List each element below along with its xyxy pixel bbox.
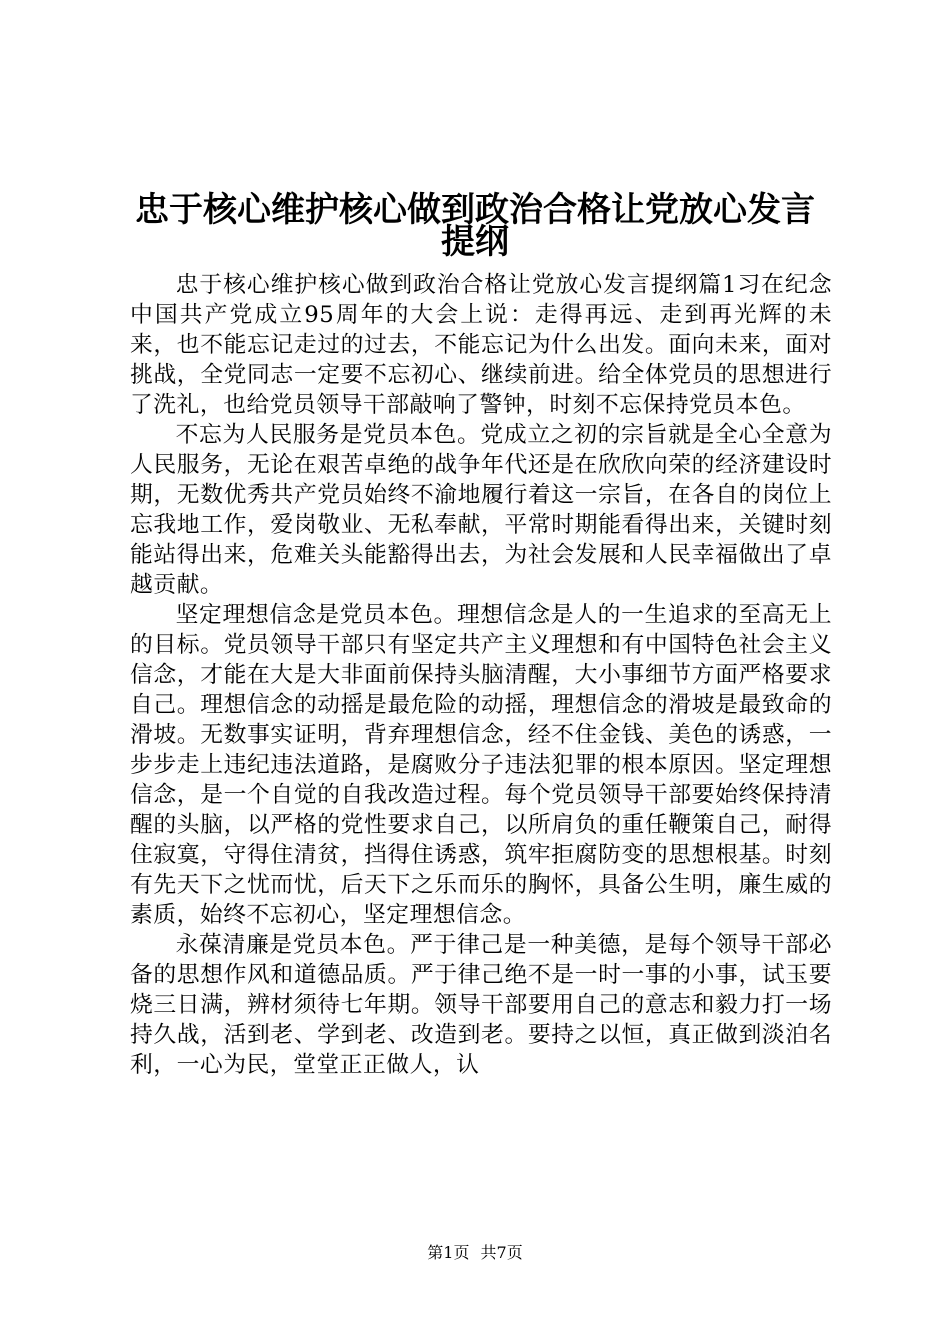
document-body xyxy=(130,270,832,1080)
paragraph-intro: 忠于核心维护核心做到政治合格让党放心发言提纲篇1习在纪念中国共产党成立95周年的大会上说：走得再远、走到再光辉的未来，也不能忘记走过的过去，不能忘记为什么出发。面向未来，面对挑战，全党同志一定要不忘初心、继续前进。给全体党员的思想进行了洗礼，也给党员领导干部敲响了警钟，时刻不忘保持党员本色。 xyxy=(130,272,832,418)
paragraph-integrity: 永葆清廉是党员本色。严于律己是一种美德，是每个领导干部必备的思想作风和道德品质。严于律己绝不是一时一事的小事，试玉要烧三日满，辨材须待七年期。领导干部要用自己的意志和毅力打一场持久战，活到老、学到老、改造到老。要持之以恒，真正做到淡泊名利，一心为民，堂堂正正做人，认 xyxy=(130,932,832,1078)
page-number: 第1页 xyxy=(427,1243,470,1262)
paragraph-ideals-beliefs: 坚定理想信念是党员本色。理想信念是人的一生追求的至高无上的目标。党员领导干部只有坚定共产主义理想和有中国特色社会主义信念，才能在大是大非面前保持头脑清醒，大小事细节方面严格要求自己。理想信念的动摇是最危险的动摇，理想信念的滑坡是最致命的滑坡。无数事实证明，背弃理想信念，经不住金钱、美色的诱惑，一步步走上违纪违法道路，是腐败分子违法犯罪的根本原因。坚定理想信念，是一个自觉的自我改造过程。每个党员领导干部要始终保持清醒的头脑，以严格的党性要求自己，以所肩负的重任鞭策自己，耐得住寂寞，守得住清贫，挡得住诱惑，筑牢拒腐防变的思想根基。时刻有先天下之忧而忧，后天下之乐而乐的胸怀，具备公生明，廉生威的素质，始终不忘初心，坚定理想信念。 xyxy=(130,602,832,928)
document-title-line-1: 忠于核心维护核心做到政治合格让党放心发言 xyxy=(135,190,815,230)
paragraph-serve-people: 不忘为人民服务是党员本色。党成立之初的宗旨就是全心全意为人民服务，无论在艰苦卓绝的战争年代还是在欣欣向荣的经济建设时期，无数优秀共产党员始终不渝地履行着这一宗旨，在各自的岗位上忘我地工作，爱岗敬业、无私奉献，平常时期能看得出来，关键时刻能站得出来，危难关头能豁得出去，为社会发展和人民幸福做出了卓越贡献。 xyxy=(130,422,832,598)
page-footer xyxy=(0,1243,950,1263)
document-title-line-2: 提纲 xyxy=(441,222,509,262)
page-total: 共7页 xyxy=(480,1243,523,1262)
